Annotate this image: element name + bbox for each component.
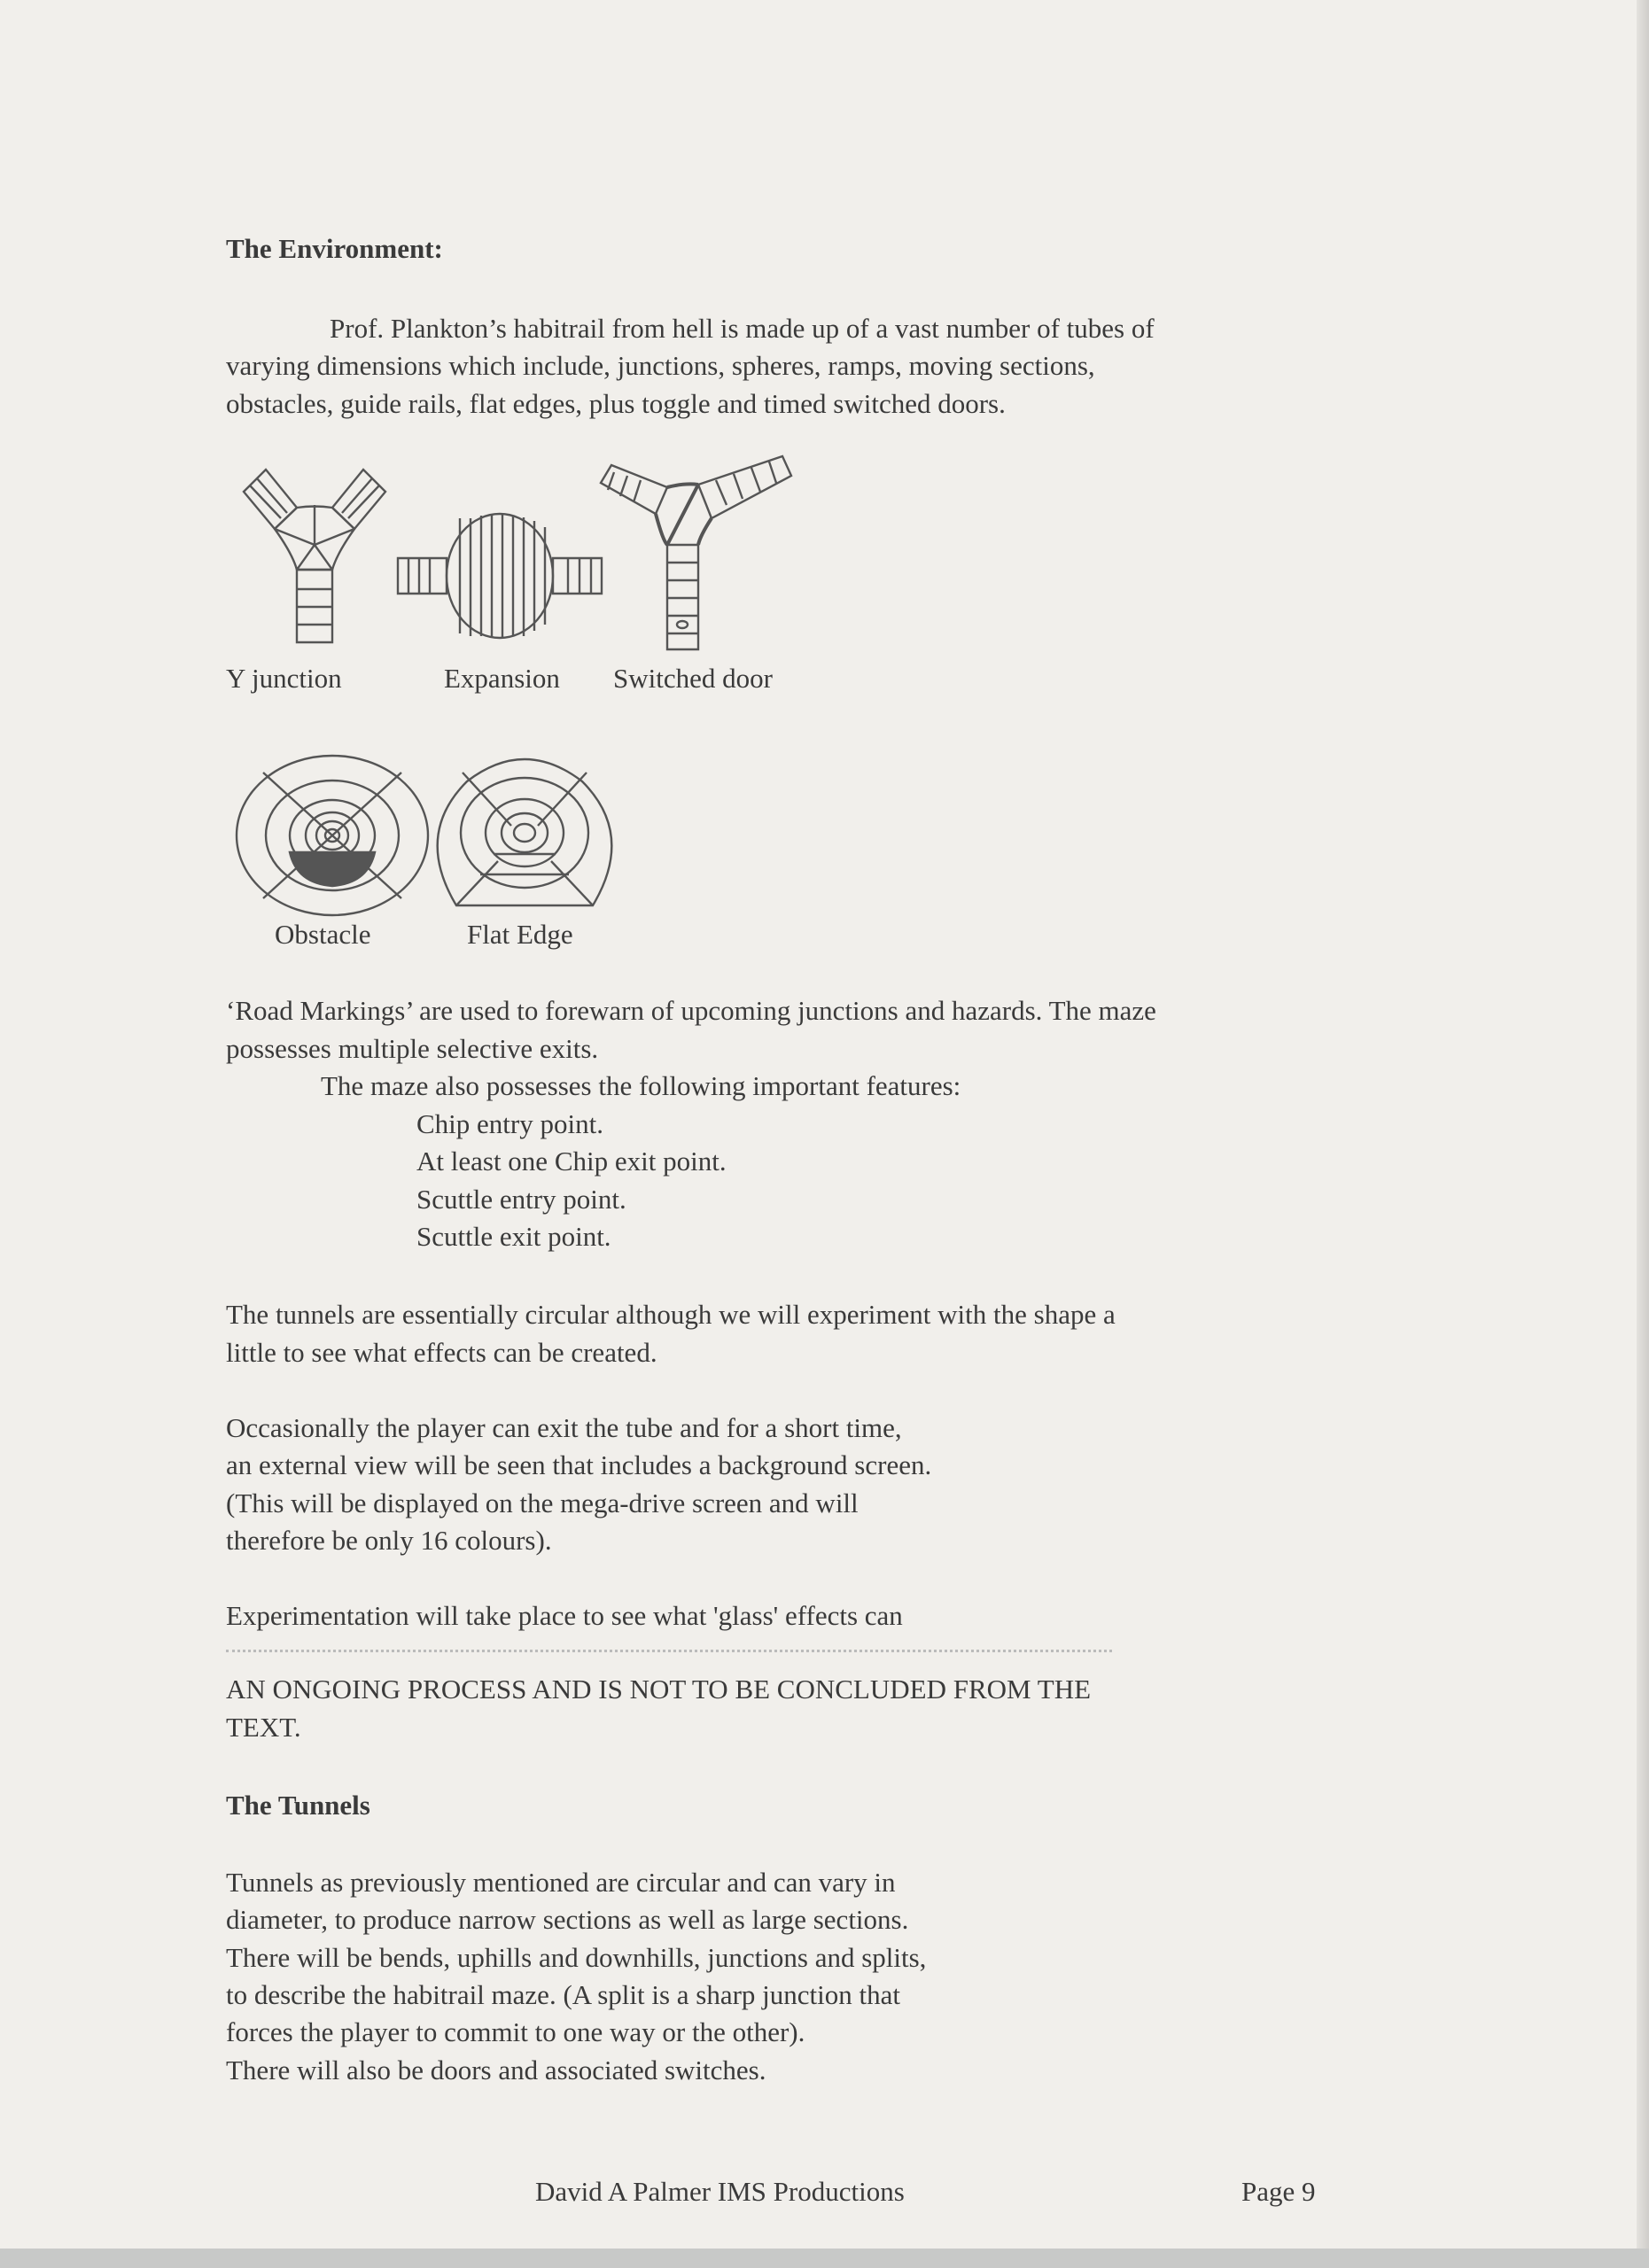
obstacle-diagram	[235, 755, 430, 916]
footer-page-number: Page 9	[1241, 2176, 1316, 2207]
tunnels-shape-line: The tunnels are essentially circular although we will experiment with the shape a	[226, 1299, 1116, 1330]
scan-bottom-strip	[0, 2249, 1649, 2268]
caption-expansion: Expansion	[444, 663, 560, 694]
external-view-line: Occasionally the player can exit the tube and for a short time,	[226, 1412, 902, 1443]
page-edge-shadow	[1637, 0, 1649, 2268]
road-markings-line: ‘Road Markings’ are used to forewarn of upcoming junctions and hazards. The maze	[226, 995, 1156, 1026]
glass-line: Experimentation will take place to see what 'glass' effects can	[226, 1600, 903, 1631]
external-view-line: an external view will be seen that includes a background screen.	[226, 1449, 932, 1480]
y-junction-diagram	[239, 465, 390, 660]
caption-y-junction: Y junction	[226, 663, 342, 694]
ongoing-line: AN ONGOING PROCESS AND IS NOT TO BE CONCLUDED FROM THE	[226, 1674, 1092, 1705]
feature-item: Chip entry point.	[416, 1108, 603, 1139]
tunnels-line: There will be bends, uphills and downhills, junctions and splits,	[226, 1942, 927, 1973]
tunnels-line: to describe the habitrail maze. (A split is a sharp junction that	[226, 1979, 901, 2010]
caption-obstacle: Obstacle	[275, 919, 371, 950]
caption-switched-door: Switched door	[613, 663, 773, 694]
tunnels-line: forces the player to commit to one way or the other).	[226, 2016, 805, 2047]
road-markings-line: possesses multiple selective exits.	[226, 1033, 599, 1064]
external-view-line: therefore be only 16 colours).	[226, 1525, 552, 1556]
intro-line: obstacles, guide rails, flat edges, plus toggle and timed switched doors.	[226, 388, 1006, 419]
flat-edge-diagram	[432, 755, 618, 916]
tunnels-line: Tunnels as previously mentioned are circular and can vary in	[226, 1867, 896, 1898]
faded-text-line	[226, 1650, 1112, 1652]
features-intro: The maze also possesses the following important features:	[321, 1070, 961, 1101]
feature-item: Scuttle exit point.	[416, 1221, 611, 1252]
ongoing-line: TEXT.	[226, 1712, 301, 1743]
tunnels-shape-line: little to see what effects can be created.	[226, 1337, 657, 1368]
feature-item: Scuttle entry point.	[416, 1184, 626, 1215]
intro-line: Prof. Plankton’s habitrail from hell is made up of a vast number of tubes of	[330, 313, 1155, 344]
external-view-line: (This will be displayed on the mega-drive screen and will	[226, 1487, 859, 1518]
tunnels-line: diameter, to produce narrow sections as well as large sections.	[226, 1904, 909, 1935]
footer-author: David A Palmer IMS Productions	[535, 2176, 905, 2207]
intro-line: varying dimensions which include, junctions, spheres, ramps, moving sections,	[226, 350, 1095, 381]
expansion-diagram	[398, 532, 602, 664]
feature-item: At least one Chip exit point.	[416, 1146, 727, 1177]
tunnels-line: There will also be doors and associated switches.	[226, 2054, 766, 2085]
caption-flat-edge: Flat Edge	[467, 919, 573, 950]
heading-environment: The Environment:	[226, 233, 443, 264]
heading-tunnels: The Tunnels	[226, 1790, 370, 1821]
switched-door-diagram	[601, 465, 796, 656]
